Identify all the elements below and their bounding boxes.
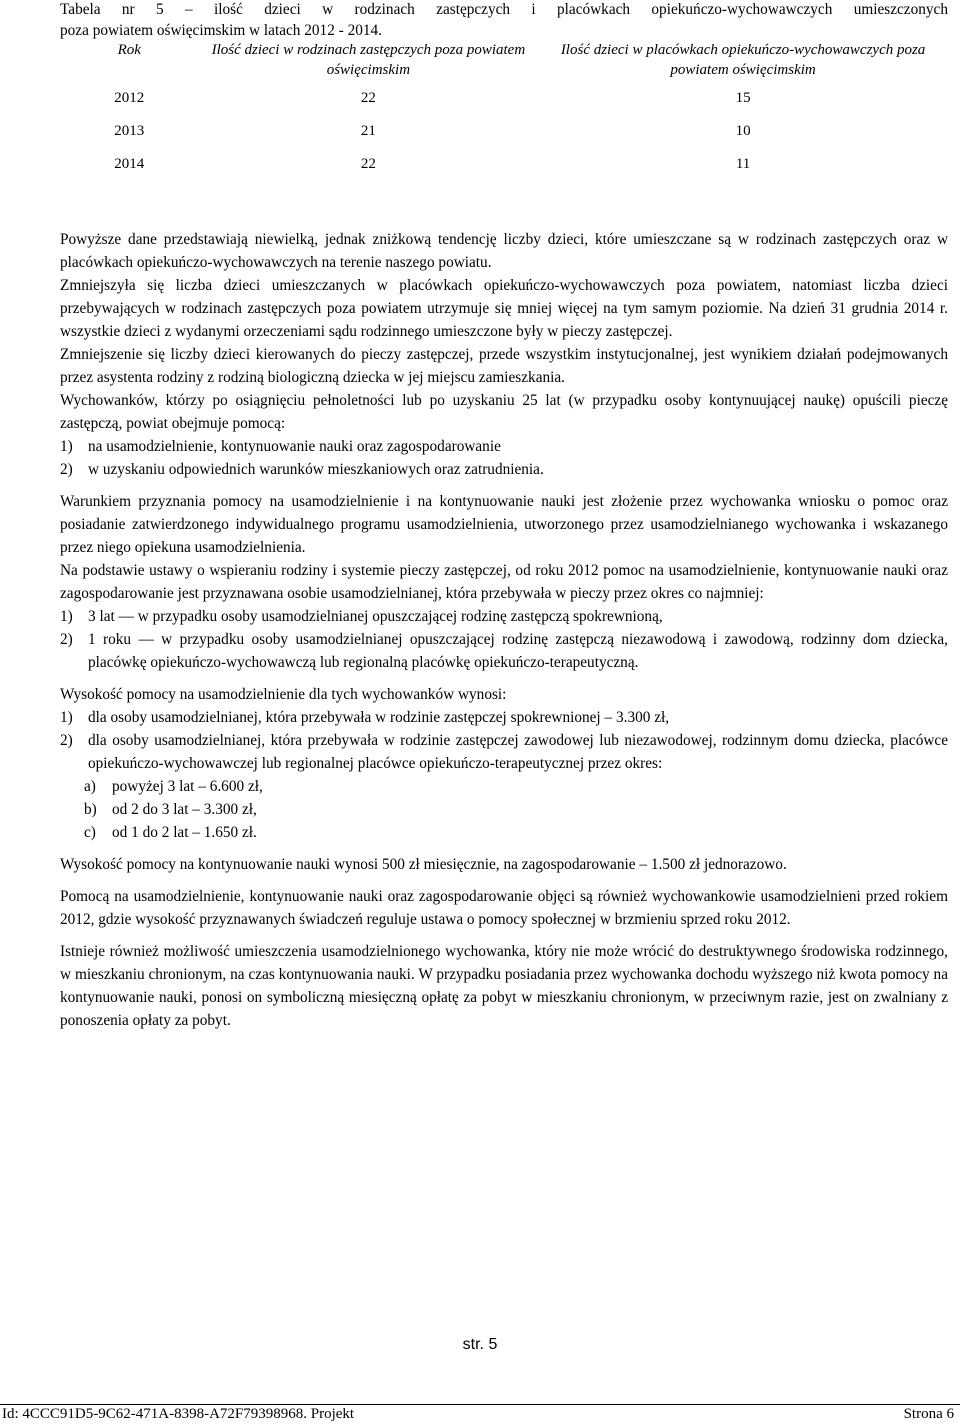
paragraph: Wysokość pomocy na usamodzielnienie dla tych wychowanków wynosi: bbox=[60, 686, 507, 703]
list-text: dla osoby usamodzielnianej, która przebywała w rodzinie zastępczej zawodowej lub niezawodowej, rodzinnym domu dziecka, placówce opiekuńczo-wychowawczej lub regionalnej placówce opiekuńczo-terapeutycznej przez okres: bbox=[88, 732, 948, 772]
cell-year: 2013 bbox=[114, 123, 145, 139]
list-marker: c) bbox=[84, 824, 96, 841]
list-text: na usamodzielnienie, kontynuowanie nauki oraz zagospodarowanie bbox=[88, 438, 501, 455]
paragraph: Wysokość pomocy na kontynuowanie nauki wynosi 500 zł miesięcznie, na zagospodarowanie – 1.500 zł jednorazowo. bbox=[60, 856, 787, 873]
cell-facility: 10 bbox=[735, 123, 751, 139]
list-item bbox=[60, 706, 948, 729]
paragraph: Zmniejszenie się liczby dzieci kierowanych do pieczy zastępczej, przede wszystkim instytucjonalnej, jest wynikiem działań podejmowanych przez asystenta rodziny z rodziną biologiczną dziecka w jej miejscu zamieszkania. bbox=[60, 346, 948, 386]
cell-foster: 22 bbox=[360, 156, 376, 172]
sub-list-item bbox=[84, 775, 948, 798]
paragraph: Istnieje również możliwość umieszczenia usamodzielnionego wychowanka, który nie może wrócić do destruktywnego środowiska rodzinnego, w mieszkaniu chronionym, na czas kontynuowania nauki. W przypadku posiadania przez wychowanka dochodu wyższego niż kwota pomocy na kontynuowanie nauki, ponosi on symboliczną miesięczną opłatę za pobyt w mieszkaniu chronionym, w przeciwnym razie, jest on zwalniany z ponoszenia opłaty za pobyt. bbox=[60, 943, 948, 1029]
page-counter: Strona 6 bbox=[903, 1406, 954, 1422]
cell-foster: 22 bbox=[360, 90, 376, 106]
list-marker: 2) bbox=[60, 631, 73, 648]
header-year: Rok bbox=[117, 42, 141, 58]
paragraph: Wychowanków, którzy po osiągnięciu pełnoletności lub po uzyskaniu 25 lat (w przypadku osoby kontynuującej naukę) opuścili pieczę zastępczą, powiat obejmuje pomocą: bbox=[60, 392, 948, 432]
caption-line-1: Tabela nr 5 – ilość dzieci w rodzinach zastępczych i placówkach opiekuńczo-wychowawczych umieszczonych bbox=[60, 1, 948, 18]
paragraph: Powyższe dane przedstawiają niewielką, jednak zniżkową tendencję liczby dzieci, które umieszczane są w rodzinach zastępczych oraz w placówkach opiekuńczo-wychowawczych na terenie naszego powiatu. bbox=[60, 231, 948, 271]
cell-year: 2012 bbox=[114, 90, 145, 106]
sub-list-item bbox=[84, 821, 948, 844]
document-body bbox=[60, 228, 948, 1032]
children-table bbox=[60, 38, 948, 181]
sub-list-item bbox=[84, 798, 948, 821]
list-text: 3 lat — w przypadku osoby usamodzielnianej opuszczającej rodzinę zastępczą spokrewnioną, bbox=[88, 608, 663, 625]
header-foster-families: Ilość dzieci w rodzinach zastępczych poza powiatem oświęcimskim bbox=[211, 42, 526, 78]
paragraph: Zmniejszyła się liczba dzieci umieszczanych w placówkach opiekuńczo-wychowawczych poza powiatem, natomiast liczba dzieci przebywających w rodzinach zastępczych poza powiatem utrzymuje się mniej więcej na tym samym poziomie. Na dzień 31 grudnia 2014 r. wszystkie dzieci z wydanymi orzeczeniami sądu rodzinnego umieszczone były w pieczy zastępczej. bbox=[60, 277, 948, 340]
header-care-facilities: Ilość dzieci w placówkach opiekuńczo-wychowawczych poza powiatem oświęcimskim bbox=[560, 42, 926, 78]
list-text: w uzyskaniu odpowiednich warunków mieszkaniowych oraz zatrudnienia. bbox=[88, 461, 544, 478]
table-row bbox=[60, 82, 948, 115]
page-number: str. 5 bbox=[462, 1336, 498, 1353]
list-item bbox=[60, 628, 948, 674]
paragraph: Warunkiem przyznania pomocy na usamodzielnienie i na kontynuowanie nauki jest złożenie przez wychowanka wniosku o pomoc oraz posiadanie zatwierdzonego indywidualnego programu usamodzielnienia, utworzonego przez usamodzielnianego wychowanka i wskazanego przez niego opiekuna usamodzielnienia. bbox=[60, 493, 948, 556]
list-text: od 2 do 3 lat – 3.300 zł, bbox=[112, 801, 257, 818]
table-header-row bbox=[60, 38, 948, 82]
table-caption bbox=[60, 0, 948, 41]
list-text: powyżej 3 lat – 6.600 zł, bbox=[112, 778, 263, 795]
list-text: dla osoby usamodzielnianej, która przebywała w rodzinie zastępczej spokrewnionej – 3.300 zł, bbox=[88, 709, 670, 726]
list-marker: 1) bbox=[60, 608, 73, 625]
cell-foster: 21 bbox=[360, 123, 376, 139]
paragraph: Na podstawie ustawy o wspieraniu rodziny i systemie pieczy zastępczej, od roku 2012 pomoc na usamodzielnienie, kontynuowanie nauki oraz zagospodarowanie jest przyznawana osobie usamodzielnianej, która przebywała w pieczy przez okres co najmniej: bbox=[60, 562, 948, 602]
list-item bbox=[60, 435, 948, 458]
list-marker: 1) bbox=[60, 438, 73, 455]
caption-line-2: poza powiatem oświęcimskim w latach 2012 - 2014. bbox=[60, 21, 383, 39]
list-marker: 1) bbox=[60, 709, 73, 726]
cell-year: 2014 bbox=[114, 156, 145, 172]
list-item bbox=[60, 605, 948, 628]
table-row bbox=[60, 115, 948, 148]
list-text: od 1 do 2 lat – 1.650 zł. bbox=[112, 824, 257, 841]
list-text: 1 roku — w przypadku osoby usamodzielnianej opuszczającej rodzinę zastępczą niezawodową i zawodową, rodzinny dom dziecka, placówkę opiekuńczo-wychowawczą lub regionalną placówkę opiekuńczo-terapeutyczną. bbox=[88, 631, 948, 671]
document-id: Id: 4CCC91D5-9C62-471A-8398-A72F79398968. Projekt bbox=[2, 1406, 355, 1422]
list-item bbox=[60, 729, 948, 775]
list-marker: 2) bbox=[60, 732, 73, 749]
list-marker: a) bbox=[84, 778, 96, 795]
cell-facility: 15 bbox=[735, 90, 751, 106]
list-marker: 2) bbox=[60, 461, 73, 478]
list-marker: b) bbox=[84, 801, 97, 818]
table-row bbox=[60, 148, 948, 181]
paragraph: Pomocą na usamodzielnienie, kontynuowanie nauki oraz zagospodarowanie objęci są również wychowankowie usamodzielnieni przed rokiem 2012, gdzie wysokość przyznawanych świadczeń reguluje ustawa o pomocy społecznej w brzmieniu sprzed roku 2012. bbox=[60, 888, 948, 928]
cell-facility: 11 bbox=[735, 156, 751, 172]
list-item bbox=[60, 458, 948, 481]
